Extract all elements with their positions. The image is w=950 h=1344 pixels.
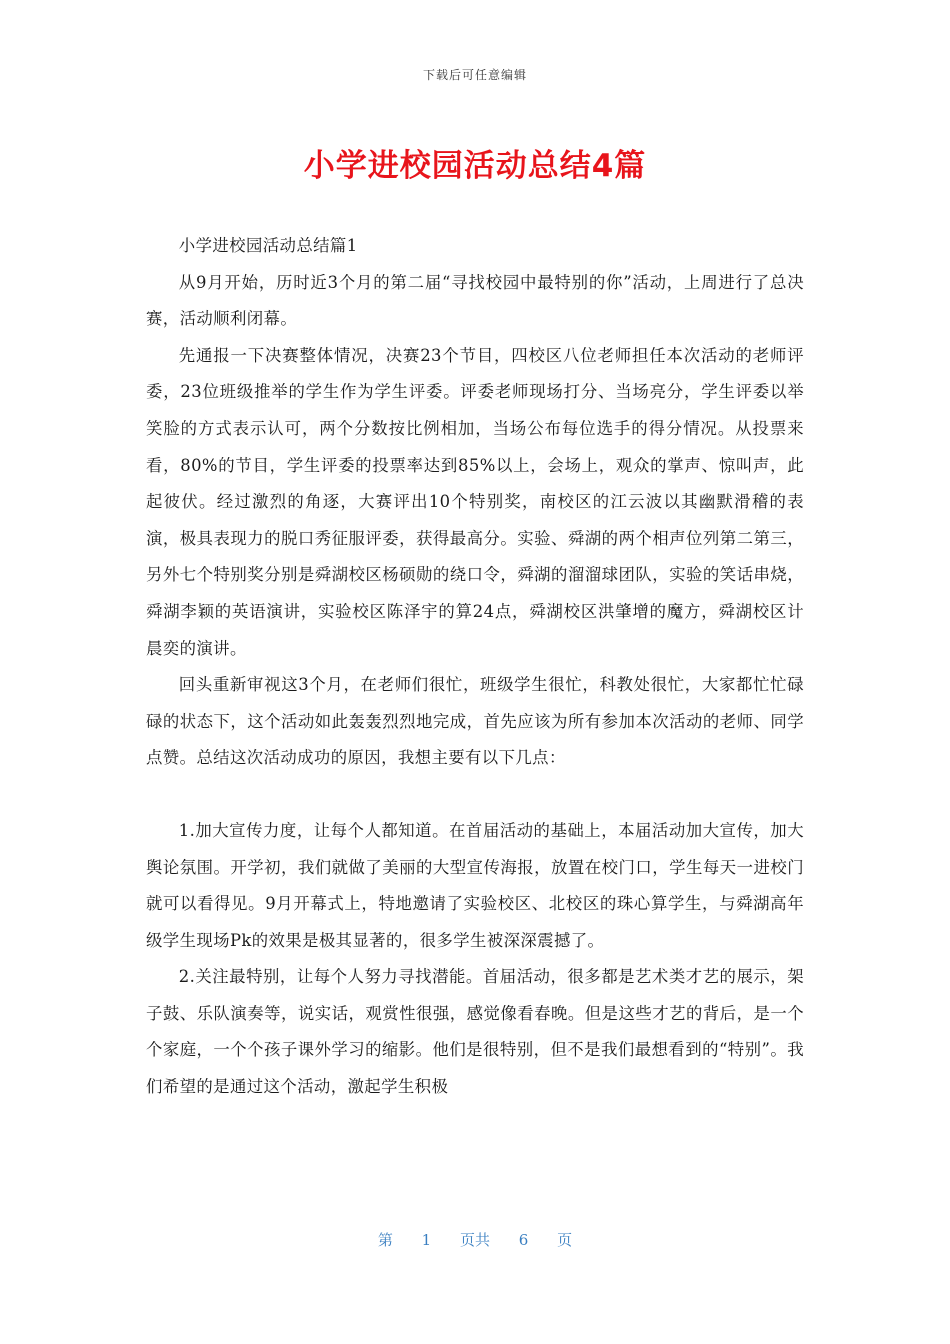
paragraph: 从9月开始，历时近3个月的第二届“寻找校园中最特别的你”活动，上周进行了总决赛，活动顺利闭幕。 [146,272,804,329]
footer-page-number: 1 [421,1231,432,1249]
document-body [146,228,804,1106]
footer-suffix: 页 [557,1231,573,1249]
paragraph: 回头重新审视这3个月，在老师们很忙，班级学生很忙，科教处很忙，大家都忙忙碌碌的状态下，这个活动如此轰轰烈烈地完成，首先应该为所有参加本次活动的老师、同学点赞。总结这次活动成功的原因，我想主要有以下几点： [146,675,804,768]
header-note: 下载后可任意编辑 [422,68,527,82]
page-footer [0,1229,950,1250]
document-title: 小学进校园活动总结4篇 [303,148,647,184]
footer-total-pages: 6 [518,1231,529,1249]
section-heading: 小学进校园活动总结篇1 [178,236,358,255]
paragraph: 2.关注最特别，让每个人努力寻找潜能。首届活动，很多都是艺术类才艺的展示，架子鼓、乐队演奏等，说实话，观赏性很强，感觉像看春晚。但是这些才艺的背后，是一个个家庭，一个个孩子课外学习的缩影。他们是很特别，但不是我们最想看到的“特别”。我们希望的是通过这个活动，激起学生积极 [146,967,804,1097]
paragraph: 先通报一下决赛整体情况，决赛23个节目，四校区八位老师担任本次活动的老师评委，23位班级推举的学生作为学生评委。评委老师现场打分、当场亮分，学生评委以举笑脸的方式表示认可，两个分数按比例相加，当场公布每位选手的得分情况。从投票来看，80%的节目，学生评委的投票率达到85%以上，会场上，观众的掌声、惊叫声，此起彼伏。经过激烈的角逐，大赛评出10个特别奖，南校区的江云波以其幽默滑稽的表演，极具表现力的脱口秀征服评委，获得最高分。实验、舜湖的两个相声位列第二第三，另外七个特别奖分别是舜湖校区杨硕勋的绕口令，舜湖的溜溜球团队，实验的笑话串烧，舜湖李颖的英语演讲，实验校区陈泽宇的算24点，舜湖校区洪肇增的魔方，舜湖校区计晨奕的演讲。 [146,345,804,658]
footer-prefix: 第 [377,1231,393,1249]
footer-middle: 页共 [459,1231,490,1249]
paragraph: 1.加大宣传力度，让每个人都知道。在首届活动的基础上，本届活动加大宣传，加大舆论氛围。开学初，我们就做了美丽的大型宣传海报，放置在校门口，学生每天一进校门就可以看得见。9月开幕式上，特地邀请了实验校区、北校区的珠心算学生，与舜湖高年级学生现场Pk的效果是极其显著的，很多学生被深深震撼了。 [146,820,804,950]
